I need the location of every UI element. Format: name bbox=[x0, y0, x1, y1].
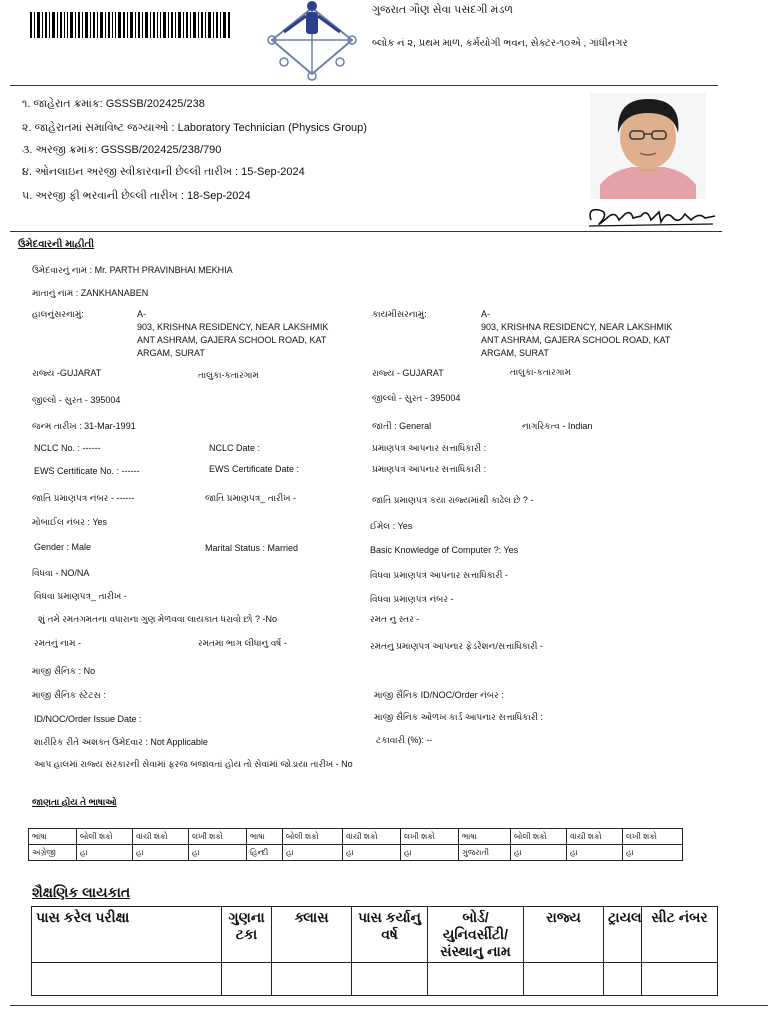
candidate-signature bbox=[585, 202, 720, 230]
nclc-issuer: પ્રમાણપત્ર આપનાર સત્તાધિકારી : bbox=[372, 443, 487, 453]
ews-date: EWS Certificate Date : bbox=[209, 464, 300, 474]
lang-cell: હા bbox=[343, 845, 401, 861]
edu-header-cell: ગુણના ટકા bbox=[222, 907, 272, 963]
lang-header-cell: લખી શકો bbox=[401, 829, 459, 845]
caste: જાતી : General bbox=[372, 421, 432, 431]
lang-header-cell: વાંચી શકો bbox=[567, 829, 623, 845]
languages-row bbox=[29, 845, 683, 861]
permanent-address-line: A- bbox=[481, 309, 490, 319]
languages-header-row bbox=[29, 829, 683, 845]
lang-cell: હા bbox=[567, 845, 623, 861]
ews-number: EWS Certificate No. : ------ bbox=[34, 466, 140, 476]
current-address-line: ANT ASHRAM, GAJERA SCHOOL ROAD, KAT bbox=[137, 335, 327, 345]
header-divider bbox=[10, 85, 718, 86]
candidate-section-title: ઉમેદવારની માહીતી bbox=[18, 239, 95, 250]
widow: વિધવા - NO/NA bbox=[32, 568, 90, 578]
lang-cell: હા bbox=[511, 845, 567, 861]
widow-issuer: વિધવા પ્રમાણપત્ર આપનાર સત્તાધિકારી - bbox=[370, 570, 508, 580]
caste-cert-number: જાતિ પ્રમાણપત્ર નંબર - ------ bbox=[32, 493, 135, 503]
fee-last-date: ૫. અરજી ફી ભરવાની છેલ્લી તારીખ : 18-Sep-2024 bbox=[22, 190, 251, 202]
sports-year: રમતમા ભાગ લીધાનુ વર્ષ - bbox=[198, 638, 287, 648]
advert-number: ૧. જાહેરાત ક્રમાંક: GSSSB/202425/238 bbox=[22, 98, 205, 110]
application-number: ૩. અરજી ક્રમાંક: GSSSB/202425/238/790 bbox=[22, 144, 222, 156]
gsssb-logo bbox=[264, 0, 360, 82]
edu-cell bbox=[352, 963, 428, 996]
state-current: રાજ્ય -GUJARAT bbox=[32, 368, 102, 378]
org-address: બ્લોક નં ૨, પ્રથમ માળ, કર્મયોગી ભવન, સેક્ટર-૧૦એ , ગાંધીનગર bbox=[372, 38, 628, 49]
current-address-line: ARGAM, SURAT bbox=[137, 348, 205, 358]
education-header-row bbox=[32, 907, 718, 963]
nclc-date: NCLC Date : bbox=[209, 443, 261, 453]
advert-post: ૨. જાહેરાતમાં સમાવિષ્ટ જગ્યાઓ : Laboratory Technician (Physics Group) bbox=[22, 122, 367, 134]
education-table bbox=[31, 906, 718, 996]
widow-cert-date: વિધવા પ્રમાણપત્ર_ તારીખ - bbox=[34, 591, 127, 601]
edu-header-cell: પાસ કર્યાનુ વર્ષ bbox=[352, 907, 428, 963]
ex-serviceman-status: માજી સૈનિક સ્ટેટસ : bbox=[32, 690, 106, 700]
lang-cell: હા bbox=[189, 845, 247, 861]
taluka-permanent: તાલુકા-કતારગામ bbox=[510, 367, 571, 377]
lang-header-cell: બોલી શકો bbox=[511, 829, 567, 845]
edu-cell bbox=[524, 963, 604, 996]
languages-table bbox=[28, 828, 683, 861]
nclc-number: NCLC No. : ------ bbox=[34, 443, 101, 453]
edu-cell bbox=[642, 963, 718, 996]
ex-serviceman-issuer: માજી સૈનિક ઓળખ કાર્ડ આપનાર સત્તાધિકારી : bbox=[374, 712, 543, 722]
permanent-address-label: કાયમીસરનામું: bbox=[372, 309, 427, 319]
computer-knowledge: Basic Knowledge of Computer ?: Yes bbox=[370, 545, 519, 555]
date-of-birth: જન્મ તારીખ : 31-Mar-1991 bbox=[32, 421, 136, 431]
gender: Gender : Male bbox=[34, 542, 92, 552]
org-name: ગુજરાત ગૌણ સેવા પસંદગી મંડળ bbox=[372, 4, 514, 16]
govt-service-date: આપ હાલમાં રાજ્ય સરકારની સેવામાં ફરજ બજાવતાં હોય તો સેવામાં જોડાયા તારીખ - No bbox=[34, 759, 353, 769]
edu-cell bbox=[272, 963, 352, 996]
district-current: જીલ્લો - સુરત - 395004 bbox=[32, 395, 121, 405]
widow-cert-number: વિધવા પ્રમાણપત્ર નંબર - bbox=[370, 594, 454, 604]
marital-status: Marital Status : Married bbox=[205, 543, 299, 553]
email: ઈમેલ : Yes bbox=[370, 521, 413, 531]
education-section-title: શૈક્ષણિક લાયકાત bbox=[32, 884, 131, 900]
lang-cell: હા bbox=[283, 845, 343, 861]
state-permanent: રાજ્ય - GUJARAT bbox=[372, 368, 444, 378]
online-last-date: ૪. ઓનલાઇન અરજી સ્વીકારવાની છેલ્લી તારીખ : 15-Sep-2024 bbox=[22, 166, 305, 178]
sports-level: રમત નુ સ્તર - bbox=[370, 614, 420, 624]
footer-divider bbox=[10, 1005, 768, 1006]
id-issue-date: ID/NOC/Order Issue Date : bbox=[34, 714, 142, 724]
lang-header-cell: વાંચી શકો bbox=[343, 829, 401, 845]
lang-cell: હા bbox=[77, 845, 133, 861]
lang-header-cell: ભાષા bbox=[247, 829, 283, 845]
mobile: મોબાઈલ નંબર : Yes bbox=[32, 517, 108, 527]
lang-cell: હા bbox=[623, 845, 683, 861]
lang-header-cell: ભાષા bbox=[459, 829, 511, 845]
caste-cert-date: જાતિ પ્રમાણપત્ર_ તારીખ - bbox=[205, 493, 297, 503]
caste-cert-state: જાતિ પ્રમાણપત્ર કયા રાજ્યમાંથી કાઢેલ છે ? - bbox=[372, 495, 534, 505]
candidate-photo bbox=[590, 93, 706, 199]
ex-serviceman: માજી સૈનિક : No bbox=[32, 666, 96, 676]
taluka-current: તાલુકા-કતારગામ bbox=[198, 370, 259, 380]
sports-name: રમતનું નામ - bbox=[34, 638, 81, 648]
lang-cell: અંગ્રેજી bbox=[29, 845, 77, 861]
ex-serviceman-id: માજી સૈનિક ID/NOC/Order નંબર : bbox=[374, 690, 504, 700]
edu-cell bbox=[428, 963, 524, 996]
mother-name: માતાનું નામ : ZANKHANABEN bbox=[32, 288, 149, 298]
sports-question: શું તમે રમતગમતના વધારાના ગુણ મેળવવા લાયકાત ધરાવો છો ? -No bbox=[38, 614, 277, 624]
lang-header-cell: ભાષા bbox=[29, 829, 77, 845]
ews-issuer: પ્રમાણપત્ર આપનાર સત્તાધિકારી : bbox=[372, 464, 487, 474]
permanent-address-line: 903, KRISHNA RESIDENCY, NEAR LAKSHMIK bbox=[481, 322, 673, 332]
edu-cell bbox=[32, 963, 222, 996]
edu-header-cell: બોર્ડ/ યુનિવર્સીટી/ સંસ્થાનુ નામ bbox=[428, 907, 524, 963]
edu-cell bbox=[222, 963, 272, 996]
lang-header-cell: વાંચી શકો bbox=[133, 829, 189, 845]
nationality: નાગરિકત્વ - Indian bbox=[522, 421, 593, 431]
education-row bbox=[32, 963, 718, 996]
edu-header-cell: ક્લાસ bbox=[272, 907, 352, 963]
lang-cell: હા bbox=[133, 845, 189, 861]
languages-section-title: જાણતા હોય તે ભાષાઓ bbox=[32, 797, 117, 807]
edu-header-cell: રાજ્ય bbox=[524, 907, 604, 963]
edu-header-cell: પાસ કરેલ પરીક્ષા bbox=[32, 907, 222, 963]
lang-cell: હિન્દી bbox=[247, 845, 283, 861]
candidate-name: ઉમેદવારનું નામ : Mr. PARTH PRAVINBHAI MEKHIA bbox=[32, 265, 233, 275]
lang-cell: ગુજરાતી bbox=[459, 845, 511, 861]
lang-header-cell: લખી શકો bbox=[189, 829, 247, 845]
edu-cell bbox=[604, 963, 642, 996]
lang-header-cell: લખી શકો bbox=[623, 829, 683, 845]
current-address-line: A- bbox=[137, 309, 146, 319]
advert-divider bbox=[10, 231, 722, 232]
disability-percent: ટકાવારી (%): -- bbox=[376, 735, 433, 745]
permanent-address-line: ANT ASHRAM, GAJERA SCHOOL ROAD, KAT bbox=[481, 335, 671, 345]
disability: શારીરિક રીતે અશક્ત ઉમેદવાર : Not Applicable bbox=[34, 737, 208, 747]
lang-cell: હા bbox=[401, 845, 459, 861]
sports-issuer: રમતનુ પ્રમાણપત્ર આપનાર ફેડરેશન/સત્તાધિકારી - bbox=[370, 641, 543, 651]
lang-header-cell: બોલી શકો bbox=[283, 829, 343, 845]
current-address-label: હાલનુંસરનામું: bbox=[32, 309, 84, 319]
barcode bbox=[30, 12, 230, 38]
lang-header-cell: બોલી શકો bbox=[77, 829, 133, 845]
edu-header-cell: ટ્રાયલ bbox=[604, 907, 642, 963]
current-address-line: 903, KRISHNA RESIDENCY, NEAR LAKSHMIK bbox=[137, 322, 329, 332]
permanent-address-line: ARGAM, SURAT bbox=[481, 348, 549, 358]
district-permanent: જીલ્લો - સુરત - 395004 bbox=[372, 393, 461, 403]
edu-header-cell: સીટ નંબર bbox=[642, 907, 718, 963]
